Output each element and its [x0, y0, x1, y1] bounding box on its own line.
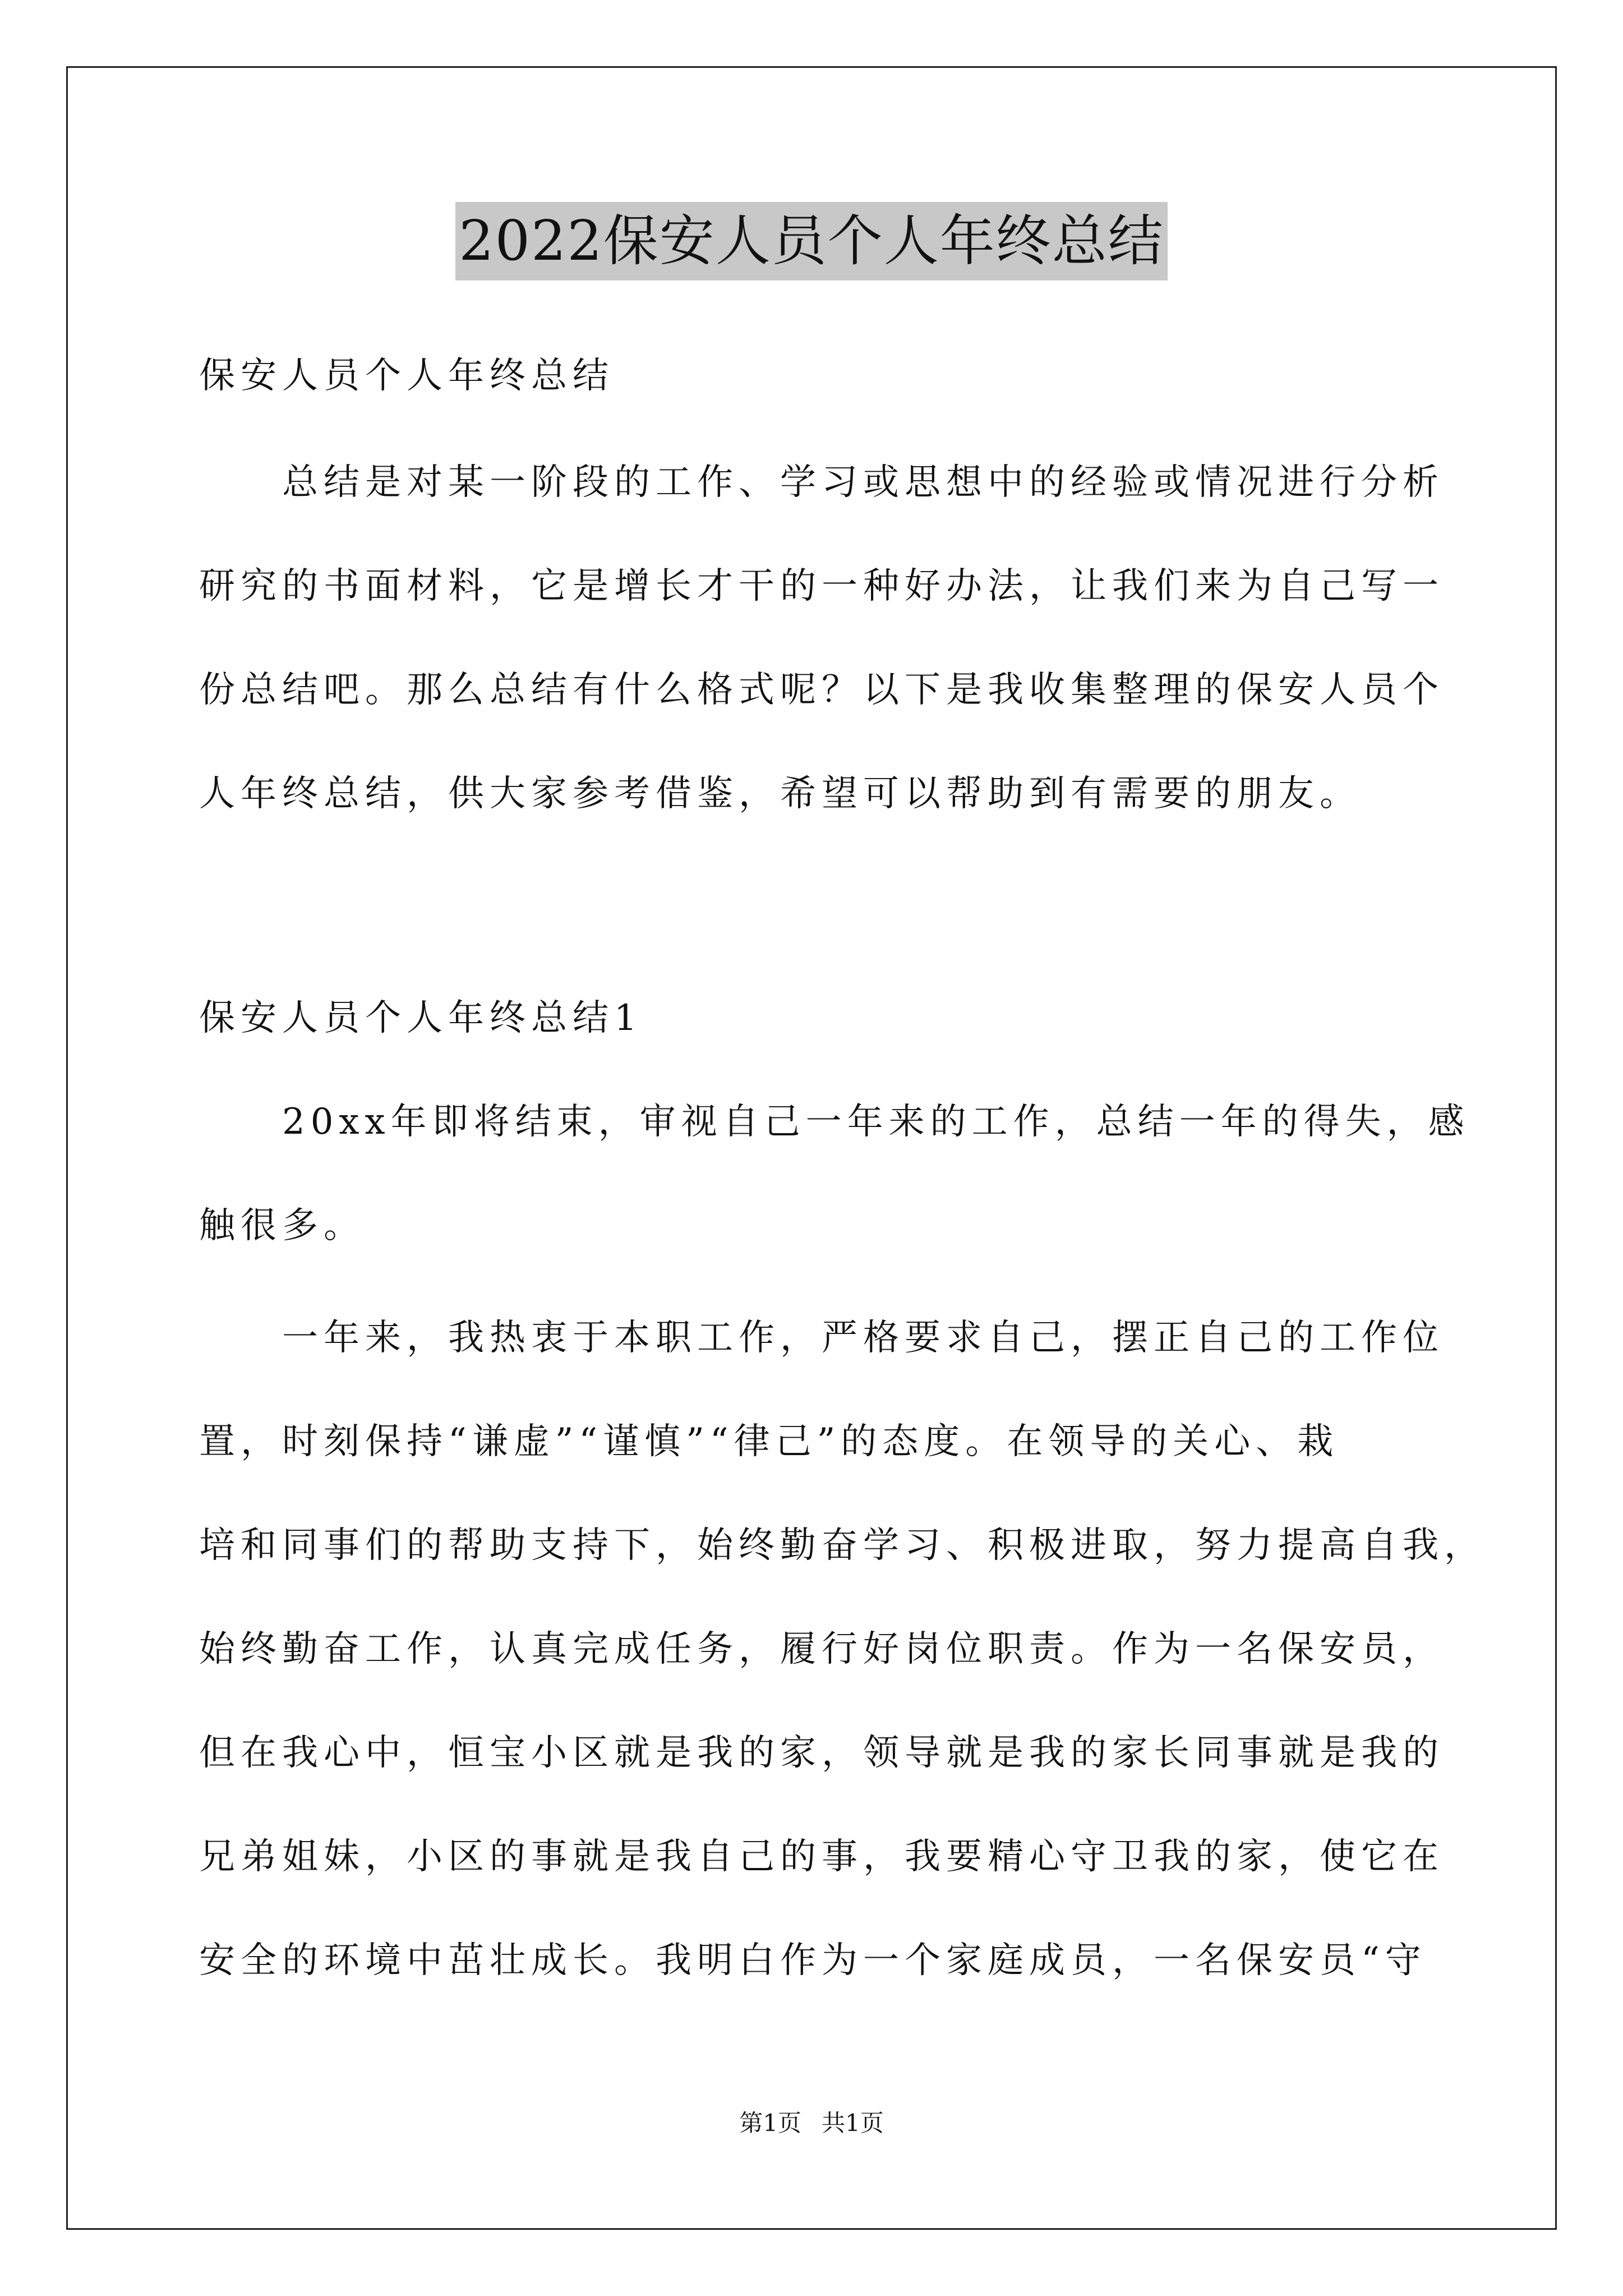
paragraph-line: 培和同事们的帮助支持下，始终勤奋学习、积极进取，努力提高自我，: [199, 1525, 1486, 1566]
paragraph-line: 始终勤奋工作，认真完成任务，履行好岗位职责。作为一名保安员，: [199, 1628, 1444, 1670]
paragraph-line: 触很多。: [199, 1205, 365, 1246]
subtitle: 保安人员个人年终总结: [199, 355, 614, 397]
page-footer: [0, 2106, 1623, 2140]
paragraph-line: 总结是对某一阶段的工作、学习或思想中的经验或情况进行分析: [199, 462, 1444, 503]
page-number: 第1页: [739, 2109, 801, 2137]
paragraph-line: 20xx年即将结束，审视自己一年来的工作，总结一年的得失，感: [199, 1101, 1470, 1143]
paragraph-line: 人年终总结，供大家参考借鉴，希望可以帮助到有需要的朋友。: [199, 773, 1361, 815]
paragraph-line: 研究的书面材料，它是增长才干的一种好办法，让我们来为自己写一: [199, 565, 1444, 607]
section-heading: 保安人员个人年终总结1: [199, 997, 643, 1039]
paragraph-line: 一年来，我热衷于本职工作，严格要求自己，摆正自己的工作位: [199, 1317, 1444, 1359]
title-container: [0, 202, 1623, 280]
paragraph-line: 份总结吧。那么总结有什么格式呢？以下是我收集整理的保安人员个: [199, 669, 1444, 711]
paragraph-line: 安全的环境中茁壮成长。我明白作为一个家庭成员，一名保安员“守: [199, 1940, 1427, 1981]
paragraph-line: 但在我心中，恒宝小区就是我的家，领导就是我的家长同事就是我的: [199, 1732, 1444, 1774]
paragraph-line: 兄弟姐妹，小区的事就是我自己的事，我要精心守卫我的家，使它在: [199, 1836, 1444, 1878]
document-title: 2022保安人员个人年终总结: [455, 202, 1167, 280]
page-total: 共1页: [822, 2109, 884, 2137]
paragraph-line: 置，时刻保持“谦虚”“谨慎”“律己”的态度。在领导的关心、栽: [199, 1421, 1339, 1462]
